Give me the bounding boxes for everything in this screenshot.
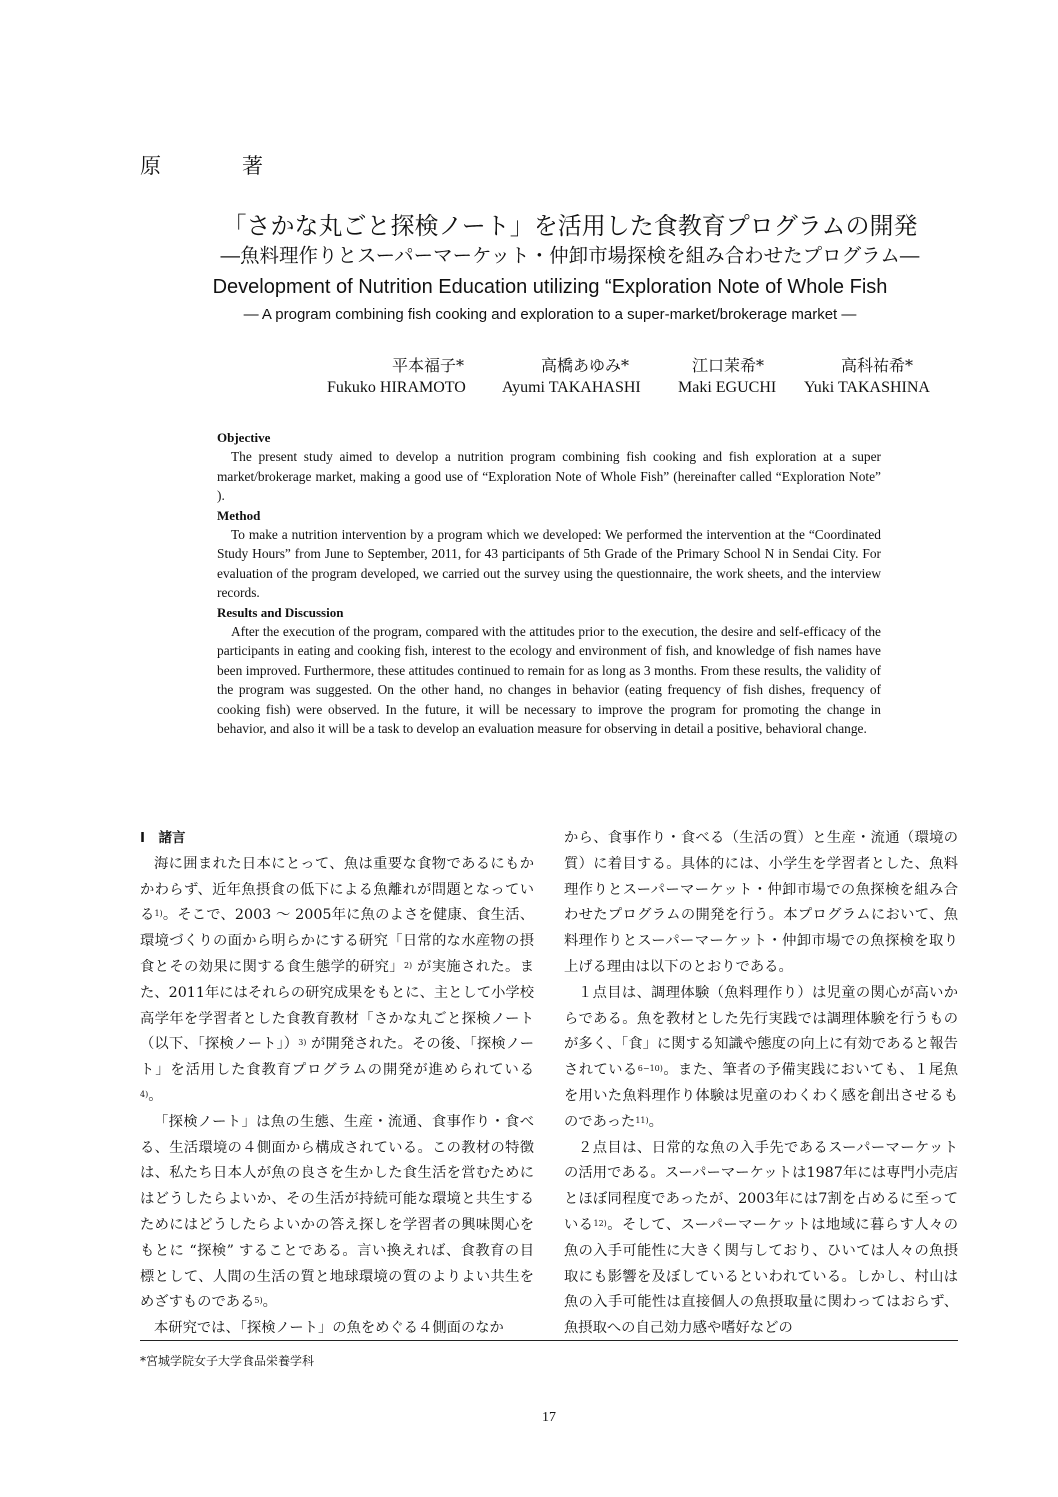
body-column-right	[564, 826, 958, 1342]
abstract-objective-text: The present study aimed to develop a nutrition program combining fish cooking and fish exploration at a super market/brokerage market, making a good use of “Exploration Note of Whole Fish” (hereinafter called “Exploration Note” ).	[217, 449, 881, 504]
subtitle-english: ― A program combining fish cooking and exploration to a super-market/brokerage market ―	[243, 306, 857, 323]
title-japanese: 「さかな丸ごと探検ノート」を活用した食教育プログラムの開発	[222, 212, 918, 240]
paragraph: １点目は、調理体験（魚料理作り）は児童の関心が高いからである。魚を教材とした先行実践では調理体験を行うものが多く、「食」に関する知識や態度の向上に有効であると報告されている$^{6-10)}$。また、筆者の予備実践においても、１尾魚を用いた魚料理作り体験は児童のわくわく感を創出させるものであった$^{11)}$。	[564, 984, 958, 1130]
author-3-en: Maki EGUCHI	[678, 379, 777, 396]
paragraph: から、食事作り・食べる（生活の質）と生産・流通（環境の質）に着目する。具体的には、小学生を学習者とした、魚料理作りとスーパーマーケット・仲卸市場での魚探検を組み合わせたプログラムの開発を行う。本プログラムにおいて、魚料理作りとスーパーマーケット・仲卸市場での魚探検を取り上げる理由は以下のとおりである。	[564, 830, 958, 975]
abstract-results-heading: Results and Discussion	[217, 604, 344, 620]
title-english: Development of Nutrition Education utilizing “Exploration Note of Whole Fish	[212, 276, 888, 298]
abstract-objective-heading: Objective	[217, 430, 271, 445]
author-4-en: Yuki TAKASHINA	[804, 379, 930, 396]
paragraph: 海に囲まれた日本にとって、魚は重要な食物であるにもかかわらず、近年魚摂食の低下による魚離れが問題となっている$^{1)}$。そこで、2003 ～ 2005年に魚のよさを健康、食生活、環境づくりの面から明らかにする研究「日常的な水産物の摂食とその効果に関する食生態学的研究」$^{2)}$ が実施された。また、2011年にはそれらの研究成果をもとに、主として小学校高学年を学習者とした食教育教材「さかな丸ごと探検ノート（以下、「探検ノート」）$^{3)}$ が開発された。その後、「探検ノート」を活用した食教育プログラムの開発が進められている$^{4)}$。	[140, 855, 535, 1104]
subtitle-japanese: ―魚料理作りとスーパーマーケット・仲卸市場探検を組み合わせたプログラム―	[220, 244, 920, 267]
abstract-method-text: To make a nutrition intervention by a program which we developed: We performed the intervention at the “Coordinated Study Hours” from June to September, 2011, for 43 participants of 5th Grade of the Primary School N in Sendai City. For evaluation of the program developed, we carried out the survey using the questionnaire, the work sheets, and the interview records.	[217, 527, 881, 601]
author-1-en: Fukuko HIRAMOTO	[327, 379, 466, 396]
abstract	[217, 428, 881, 739]
author-2-ja: 高橋あゆみ*	[541, 356, 630, 375]
author-4-ja: 高科祐希*	[841, 356, 914, 375]
author-3-ja: 江口茉希*	[692, 356, 765, 375]
abstract-method-heading: Method	[217, 507, 261, 523]
page-number: 17	[542, 1410, 556, 1425]
paragraph: 本研究では、「探検ノート」の魚をめぐる４側面のなか	[154, 1320, 504, 1337]
author-1-ja: 平本福子*	[392, 356, 465, 375]
article-category: 原 著	[140, 154, 293, 178]
paragraph: ２点目は、日常的な魚の入手先であるスーパーマーケットの活用である。スーパーマーケットは1987年には専門小売店とほぼ同程度であったが、2003年には7割を占めるに至っている$^{12)}$。そして、スーパーマーケットは地域に暮らす人々の魚の入手可能性に大きく関与しており、ひいては人々の魚摂取にも影響を及ぼしているといわれている。しかし、村山は魚の入手可能性は直接個人の魚摂取量に関わってはおらず、魚摂取への自己効力感や嗜好などの	[564, 1139, 959, 1337]
author-2-en: Ayumi TAKAHASHI	[502, 379, 641, 396]
paragraph: 「探検ノート」は魚の生態、生産・流通、食事作り・食べる、生活環境の４側面から構成されている。この教材の特徴は、私たち日本人が魚の良さを生かした食生活を営むためにはどうしたらよいか、その生活が持続可能な環境と共生するためにはどうしたらよいかの答え探しを学習者の興味関心をもとに “探検” することである。言い換えれば、食教育の目標として、人間の生活の質と地球環境の質のよりよい共生をめざすものである$^{5)}$。	[140, 1113, 534, 1311]
abstract-results-text: After the execution of the program, compared with the attitudes prior to the execution, the desire and self-efficacy of the participants in eating and cooking fish, interest to the ecology and environment of fish, and knowledge of fish names have been improved. Furthermore, these attitudes continued to remain for as long as 3 months. From these results, the validity of the program was suggested. On the other hand, no changes in behavior (eating frequency of fish dishes, frequency of cooking fish) were observed. In the future, it will be necessary to improve the program for promoting the change in behavior, and also it will be a task to develop an evaluation measure for observing in detail a positive, behavioral change.	[217, 624, 881, 737]
footnote-divider	[140, 1340, 958, 1341]
body-column-left	[140, 826, 534, 1342]
affiliation-footnote: *宮城学院女子大学食品栄養学科	[140, 1354, 315, 1368]
section-heading: Ⅰ 諸言	[140, 830, 186, 846]
